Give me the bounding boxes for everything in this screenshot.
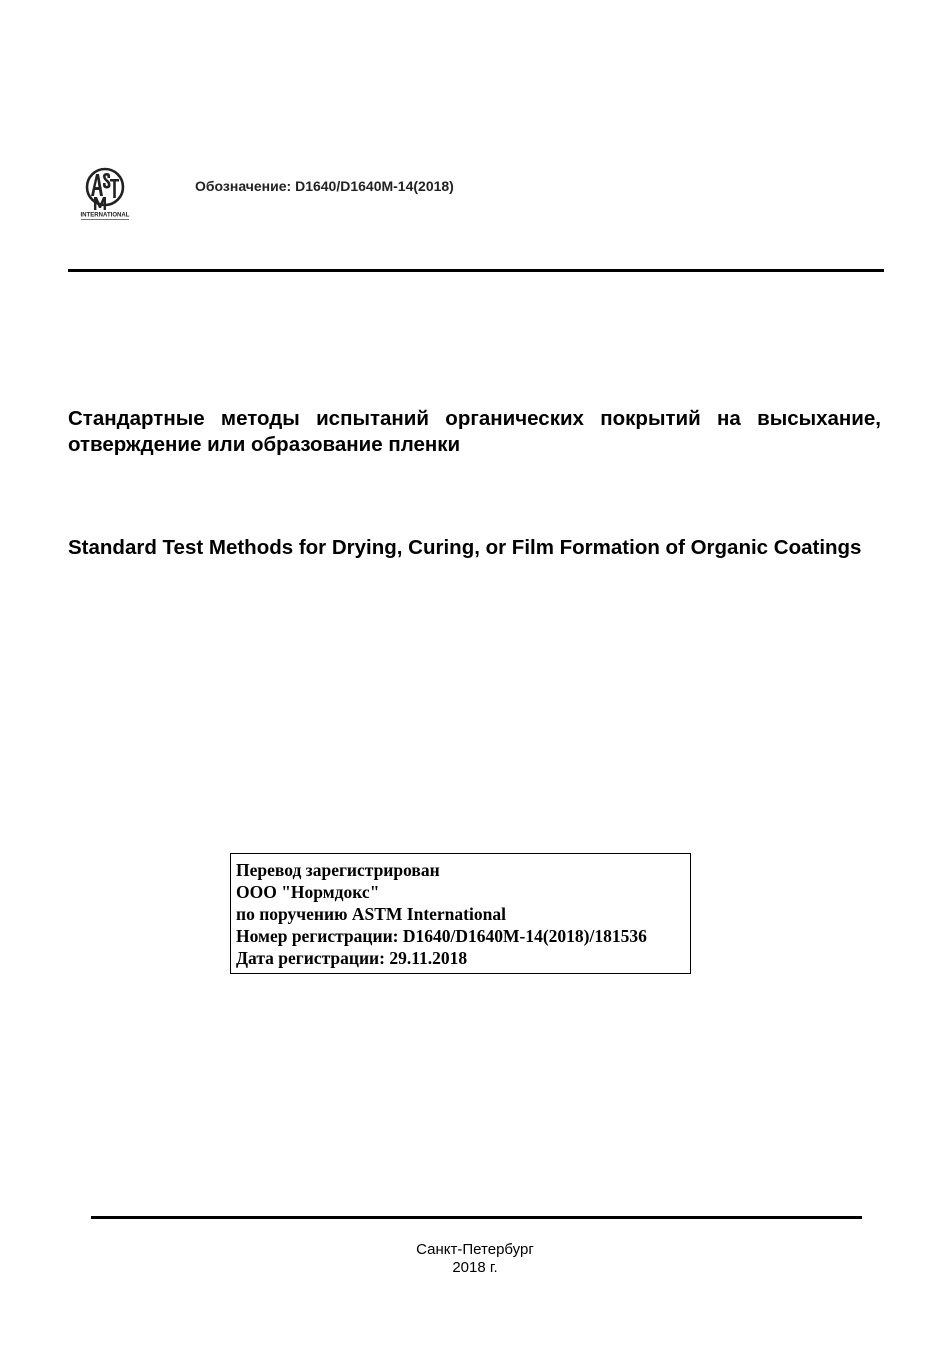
stamp-line-commission: по поручению ASTM International xyxy=(236,904,506,924)
astm-international-logo xyxy=(79,166,131,222)
header-divider xyxy=(68,269,884,272)
footer-year: 2018 г. xyxy=(452,1259,498,1276)
document-designation xyxy=(195,178,454,194)
designation-code: D1640/D1640M-14(2018) xyxy=(295,178,454,194)
stamp-line-registration-date: Дата регистрации: 29.11.2018 xyxy=(236,948,468,968)
title-english: Standard Test Methods for Drying, Curing, or Film Formation of Organic Coatings xyxy=(68,536,862,559)
stamp-line-translation: Перевод зарегистрирован xyxy=(236,860,440,880)
footer-city: Санкт-Петербург xyxy=(416,1241,534,1258)
logo-subtitle: INTERNATIONAL xyxy=(80,212,130,219)
stamp-line-company: ООО "Нормдокс" xyxy=(236,882,380,902)
title-russian: Стандартные методы испытаний органических покрытий на высыхание, отверждение или образование пленки xyxy=(68,407,881,456)
logo-astm-lettering xyxy=(91,173,119,210)
designation-label: Обозначение: xyxy=(195,178,292,194)
stamp-line-registration-number: Номер регистрации: D1640/D1640M-14(2018)/181536 xyxy=(236,926,647,946)
footer-divider xyxy=(91,1216,862,1219)
registration-stamp xyxy=(230,853,691,974)
